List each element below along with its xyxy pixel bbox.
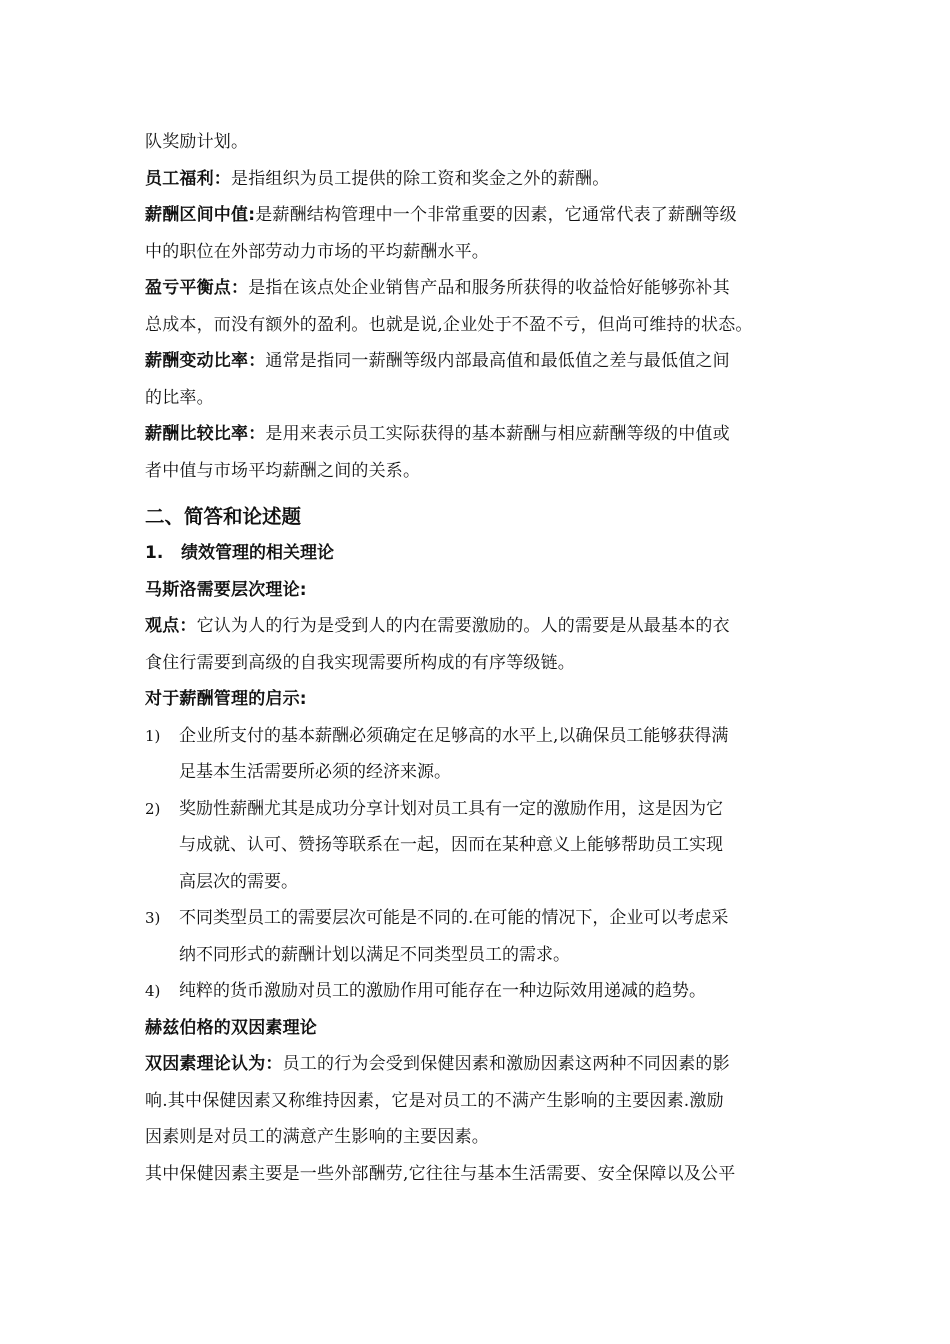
subsection-number: 1. <box>145 543 164 563</box>
term-label: 盈亏平衡点： <box>145 278 249 298</box>
list-item <box>145 791 815 828</box>
definition-compa-ratio <box>145 416 815 453</box>
list-item-continuation <box>145 827 815 864</box>
definition-text: 员工的行为会受到保健因素和激励因素这两种不同因素的影 <box>282 1054 730 1074</box>
list-item <box>145 973 815 1010</box>
text-span: 响.其中保健因素又称维持因素，它是对员工的不满产生影响的主要因素.激励 <box>145 1090 724 1111</box>
text-span: 中的职位在外部劳动力市场的平均薪酬水平。 <box>145 241 489 262</box>
herzberg-title: 赫兹伯格的双因素理论 <box>145 1017 317 1038</box>
subsection-title: 绩效管理的相关理论 <box>181 543 334 563</box>
list-item-text: 不同类型员工的需要层次可能是不同的.在可能的情况下，企业可以考虑采 <box>179 908 729 928</box>
term-label: 双因素理论认为： <box>145 1054 283 1074</box>
text-span: 总成本，而没有额外的盈利。也就是说,企业处于不盈不亏，但尚可维持的状态。 <box>145 314 753 335</box>
definition-variation-ratio <box>145 343 815 380</box>
definition-text: 是指组织为员工提供的除工资和奖金之外的薪酬。 <box>231 168 610 189</box>
definition-text: 是薪酬结构管理中一个非常重要的因素，它通常代表了薪酬等级 <box>255 205 737 225</box>
list-item <box>145 718 815 755</box>
text-span: 者中值与市场平均薪酬之间的关系。 <box>145 460 421 481</box>
text-line <box>145 234 815 271</box>
term-label: 员工福利： <box>145 168 231 189</box>
list-item-continuation <box>145 864 815 901</box>
text-line <box>145 124 815 161</box>
definition-text: 通常是指同一薪酬等级内部最高值和最低值之差与最低值之间 <box>265 351 730 371</box>
list-item-text: 奖励性薪酬尤其是成功分享计划对员工具有一定的激励作用，这是因为它 <box>179 798 723 819</box>
text-span: 食住行需要到高级的自我实现需要所构成的有序等级链。 <box>145 652 575 673</box>
maslow-view <box>145 608 815 645</box>
list-item-text: 足基本生活需要所必须的经济来源。 <box>179 762 451 782</box>
definition-text: 它认为人的行为是受到人的内在需要激励的。人的需要是从最基本的衣 <box>196 616 730 636</box>
text-line <box>145 453 815 490</box>
list-item-number: 1) <box>145 726 161 745</box>
text-line <box>145 645 815 682</box>
definition-midpoint <box>145 197 815 234</box>
list-item-continuation <box>145 754 815 791</box>
list-item <box>145 900 815 937</box>
herzberg-claim <box>145 1046 815 1083</box>
list-item-text: 与成就、认可、赞扬等联系在一起，因而在某种意义上能够帮助员工实现 <box>179 835 723 855</box>
term-label: 薪酬变动比率： <box>145 351 266 371</box>
definition-employee-benefits <box>145 161 815 198</box>
definition-text: 是指在该点处企业销售产品和服务所获得的收益恰好能够弥补其 <box>248 278 730 298</box>
implication-title: 对于薪酬管理的启示: <box>145 689 307 709</box>
section-heading: 二、简答和论述题 <box>145 505 302 528</box>
maslow-title: 马斯洛需要层次理论: <box>145 579 307 600</box>
term-label: 观点： <box>145 616 197 636</box>
text-line <box>145 307 815 344</box>
list-item-number: 2) <box>145 799 161 818</box>
list-item-text: 纳不同形式的薪酬计划以满足不同类型员工的需求。 <box>179 944 570 965</box>
term-label: 薪酬区间中值: <box>145 205 256 225</box>
term-label: 薪酬比较比率： <box>145 424 266 444</box>
definition-breakeven <box>145 270 815 307</box>
text-span: 的比率。 <box>145 387 214 408</box>
definition-text: 是用来表示员工实际获得的基本薪酬与相应薪酬等级的中值或 <box>265 424 730 444</box>
text-line <box>145 1156 815 1193</box>
subsection-heading <box>145 535 815 572</box>
implication-list <box>145 718 815 1010</box>
list-item-number: 4) <box>145 982 161 1000</box>
list-item-text: 纯粹的货币激励对员工的激励作用可能存在一种边际效用递减的趋势。 <box>179 981 706 1001</box>
text-span: 因素则是对员工的满意产生影响的主要因素。 <box>145 1127 489 1147</box>
text-span: 队奖励计划。 <box>145 132 249 152</box>
text-line <box>145 1119 815 1156</box>
text-line <box>145 380 815 417</box>
text-span: 其中保健因素主要是一些外部酬劳,它往往与基本生活需要、安全保障以及公平 <box>145 1163 736 1184</box>
list-item-number: 3) <box>145 909 161 927</box>
document-content <box>145 124 815 1192</box>
list-item-text: 高层次的需要。 <box>179 871 298 892</box>
list-item-text: 企业所支付的基本薪酬必须确定在足够高的水平上,以确保员工能够获得满 <box>179 725 729 746</box>
list-item-continuation <box>145 937 815 974</box>
text-line <box>145 1083 815 1120</box>
